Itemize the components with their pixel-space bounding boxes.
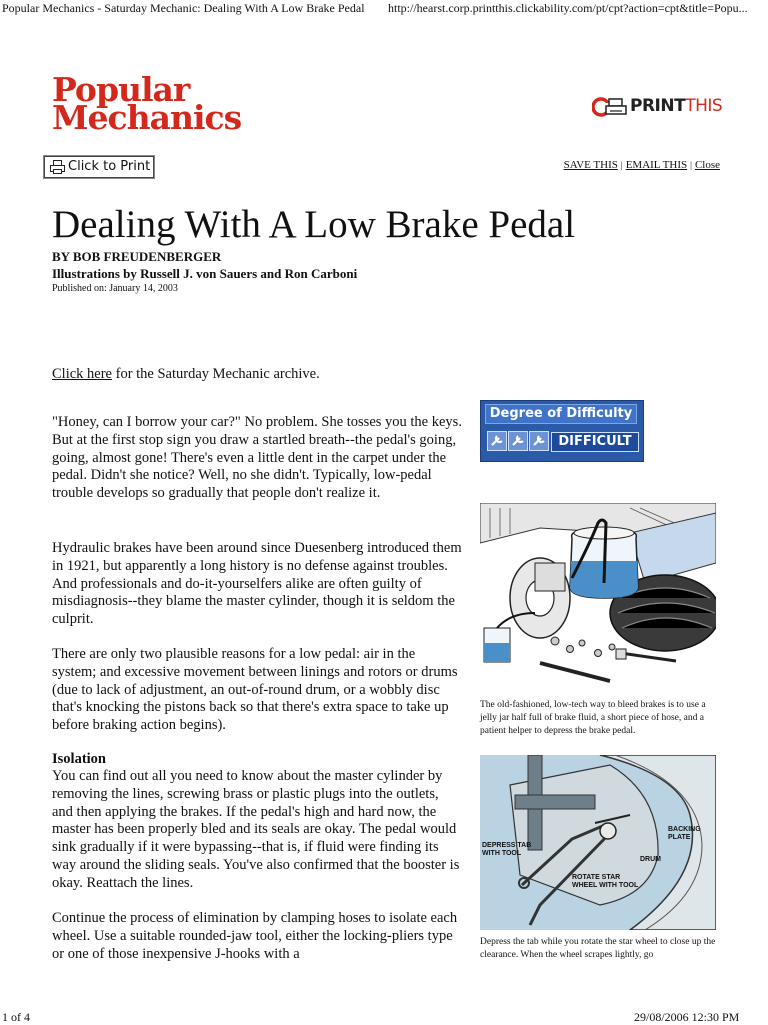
difficulty-level: DIFFICULT (551, 432, 639, 452)
printthis-label-print: PRINT (630, 96, 686, 116)
brake-bleeding-illustration (480, 503, 716, 693)
separator: | (620, 160, 623, 170)
email-this-link[interactable]: EMAIL THIS (625, 159, 688, 171)
article-paragraph-2: Hydraulic brakes have been around since Duesenberg introduced them in 1921, but apparently a long history is no defense against troubles. And professionals and do-it-yourselfers alike are often guilty of misdiagnosis--they blame the master cylinder, though it is seldom the culprit. (52, 540, 462, 628)
click-to-print-label: Click to Print (68, 159, 151, 174)
page-number: 1 of 4 (2, 1010, 30, 1024)
print-datetime: 29/08/2006 12:30 PM (634, 1010, 740, 1024)
article-paragraph-1: "Honey, can I borrow your car?" No problem. She tosses you the keys. But at the first stop sign you draw a startled breath--the pedal's going, going, almost gone! There's even a little dent in the carpet under the pedal. Didn't she notice? Well, no she didn't. Typically, low-pedal trouble develops so gradually that people don't realize it. (52, 414, 462, 502)
printthis-label-this: THIS (685, 96, 723, 116)
archive-line (52, 366, 320, 383)
printer-icon (50, 160, 65, 174)
wrench-icon (487, 431, 507, 451)
illustration-caption-2: Depress the tab while you rotate the star wheel to close up the clearance. When the wheel scrapes lightly, go (480, 937, 716, 960)
separator: | (690, 160, 692, 170)
article-title: Dealing With A Low Brake Pedal (52, 203, 576, 246)
popular-mechanics-logo[interactable] (52, 70, 242, 137)
logo-line-1: Popular (52, 70, 190, 109)
save-this-link[interactable]: SAVE THIS (563, 159, 618, 171)
printthis-logo (592, 94, 732, 120)
article-paragraph-5: Continue the process of elimination by clamping hoses to isolate each wheel. Use a suitable rounded-jaw tool, either the locking-pliers type or one of those inexpensive J-hooks with a (52, 910, 458, 962)
archive-text: for the Saturday Mechanic archive. (112, 366, 320, 382)
close-link[interactable]: Close (694, 159, 720, 171)
browser-page-title: Popular Mechanics - Saturday Mechanic: Dealing With A Low Brake Pedal (2, 1, 365, 15)
toolbar-links (540, 159, 720, 171)
browser-print-header (0, 0, 768, 22)
wrench-icon (508, 431, 528, 451)
click-to-print-button[interactable] (44, 156, 154, 178)
label-depress-tab: DEPRESS TAB WITH TOOL (482, 842, 532, 857)
article-paragraph-3: There are only two plausible reasons for a low pedal: air in the system; and excessive movement between linings and rotors or drums (due to lack of adjustment, an out-of-round drum, or a wobbly disc that's knocking the pistons back so that there's extra space to take up before braking action begins). (52, 646, 458, 734)
difficulty-title: Degree of Difficulty (485, 404, 637, 424)
label-drum: DRUM (640, 856, 661, 863)
difficulty-badge (480, 400, 644, 462)
label-backing-plate: BACKING PLATE (668, 826, 701, 841)
published-date: Published on: January 14, 2003 (52, 283, 178, 294)
printthis-icon (592, 96, 628, 118)
archive-link[interactable]: Click here (52, 366, 112, 382)
section-heading-isolation: Isolation (52, 751, 106, 767)
article-paragraph-4: You can find out all you need to know about the master cylinder by removing the lines, screwing brass or plastic plugs into the outlets, and then applying the brakes. If the pedal's high and hard now, the master has been properly bled and its seals are okay. The pedal would sink gradually if it were bypassing--that is, if fluid were finding its way around the sliding seals. You've also confirmed that the booster is okay. Reattach the lines. (52, 768, 460, 891)
byline: BY BOB FREUDENBERGER (52, 249, 222, 264)
browser-url: http://hearst.corp.printthis.clickability.com/pt/cpt?action=cpt&title=Popu... (388, 1, 748, 15)
illustrations-credit: Illustrations by Russell J. von Sauers and Ron Carboni (52, 266, 358, 281)
drum-brake-illustration (480, 755, 716, 930)
label-rotate-star: ROTATE STAR WHEEL WITH TOOL (572, 874, 639, 889)
illustration-caption-1: The old-fashioned, low-tech way to bleed brakes is to use a jelly jar half full of brake fluid, a short piece of hose, and a patient helper to depress the brake pedal. (480, 700, 706, 736)
logo-line-2: Mechanics (52, 98, 242, 137)
wrench-icon (529, 431, 549, 451)
